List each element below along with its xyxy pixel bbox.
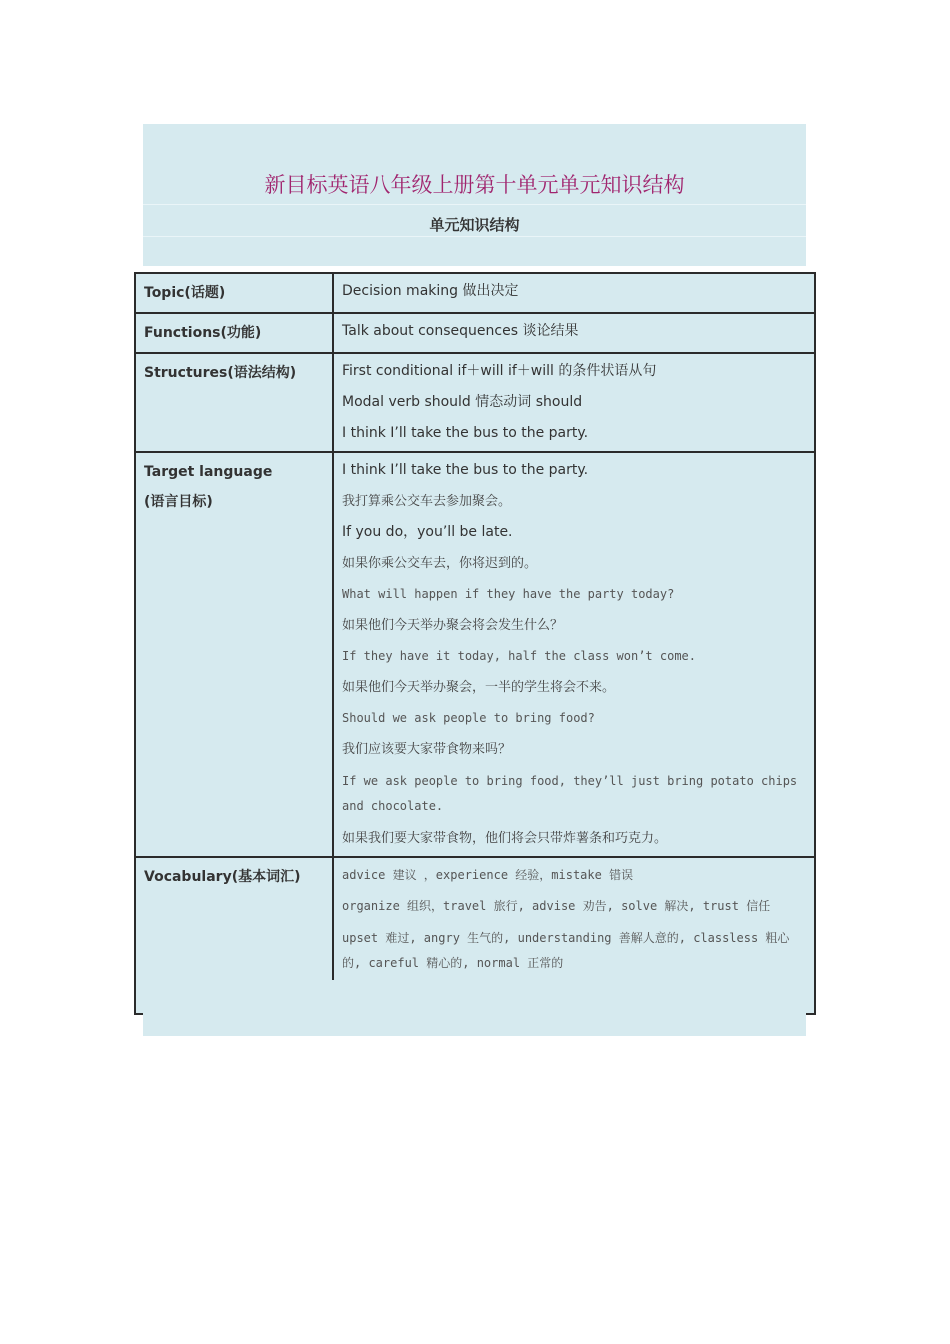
header-divider (143, 236, 806, 237)
content-line: If we ask people to bring food, they’ll just bring potato chips and chocolate. (342, 774, 798, 813)
row-label-sub: (语言目标) (144, 494, 213, 510)
content-line: First conditional if＋will if＋will 的条件状语从句 (342, 363, 657, 379)
content-line: What will happen if they have the party today? (342, 587, 675, 601)
content-line: upset 难过, angry 生气的, understanding 善解人意的, classless 粗心的, careful 精心的, normal 正常的 (342, 931, 790, 970)
content-line: 如果他们今天举办聚会将会发生什么？ (342, 618, 564, 633)
row-label: Vocabulary(基本词汇) (135, 857, 333, 1014)
row-label: Structures(语法结构) (135, 353, 333, 452)
row-content (333, 452, 815, 857)
header-divider (143, 204, 806, 205)
table-row-target-language (135, 452, 815, 857)
table-row-functions (135, 313, 815, 353)
knowledge-structure-table (134, 272, 816, 1015)
content-line: 我打算乘公交车去参加聚会。 (342, 494, 512, 509)
document-subtitle: 单元知识结构 (429, 216, 520, 234)
content-line: Modal verb should 情态动词 should (342, 394, 583, 410)
content-line: I think I’ll take the bus to the party. (342, 425, 589, 441)
content-line: 如果你乘公交车去，你将迟到的。 (342, 556, 538, 571)
content-line: If they have it today, half the class won’t come. (342, 649, 697, 663)
row-label (135, 452, 333, 857)
content-line: Decision making 做出决定 (342, 283, 519, 299)
content-line: If you do，you’ll be late. (342, 524, 513, 540)
document-title: 新目标英语八年级上册第十单元单元知识结构 (264, 173, 685, 197)
content-line: 如果我们要大家带食物，他们将会只带炸薯条和巧克力。 (342, 831, 668, 846)
content-line: Should we ask people to bring food? (342, 711, 595, 725)
row-label: Functions(功能) (135, 313, 333, 353)
content-line: 我们应该要大家带食物来吗？ (342, 742, 512, 757)
content-line: advice 建议 ，experience 经验，mistake 错误 (342, 868, 634, 882)
content-line: 如果他们今天举办聚会，一半的学生将会不来。 (342, 680, 616, 695)
content-line: Talk about consequences 谈论结果 (342, 323, 579, 339)
content-line: I think I’ll take the bus to the party. (342, 462, 589, 478)
row-content (333, 353, 815, 452)
content-line: organize 组织，travel 旅行, advise 劝告, solve 解决, trust 信任 (342, 899, 771, 913)
header-panel (143, 124, 806, 266)
table-row-structures (135, 353, 815, 452)
row-content (333, 313, 815, 353)
table-row-topic (135, 273, 815, 313)
row-label: Topic(话题) (135, 273, 333, 313)
row-label-main: Target language (144, 464, 273, 480)
row-content (333, 273, 815, 313)
footer-panel (143, 980, 806, 1036)
